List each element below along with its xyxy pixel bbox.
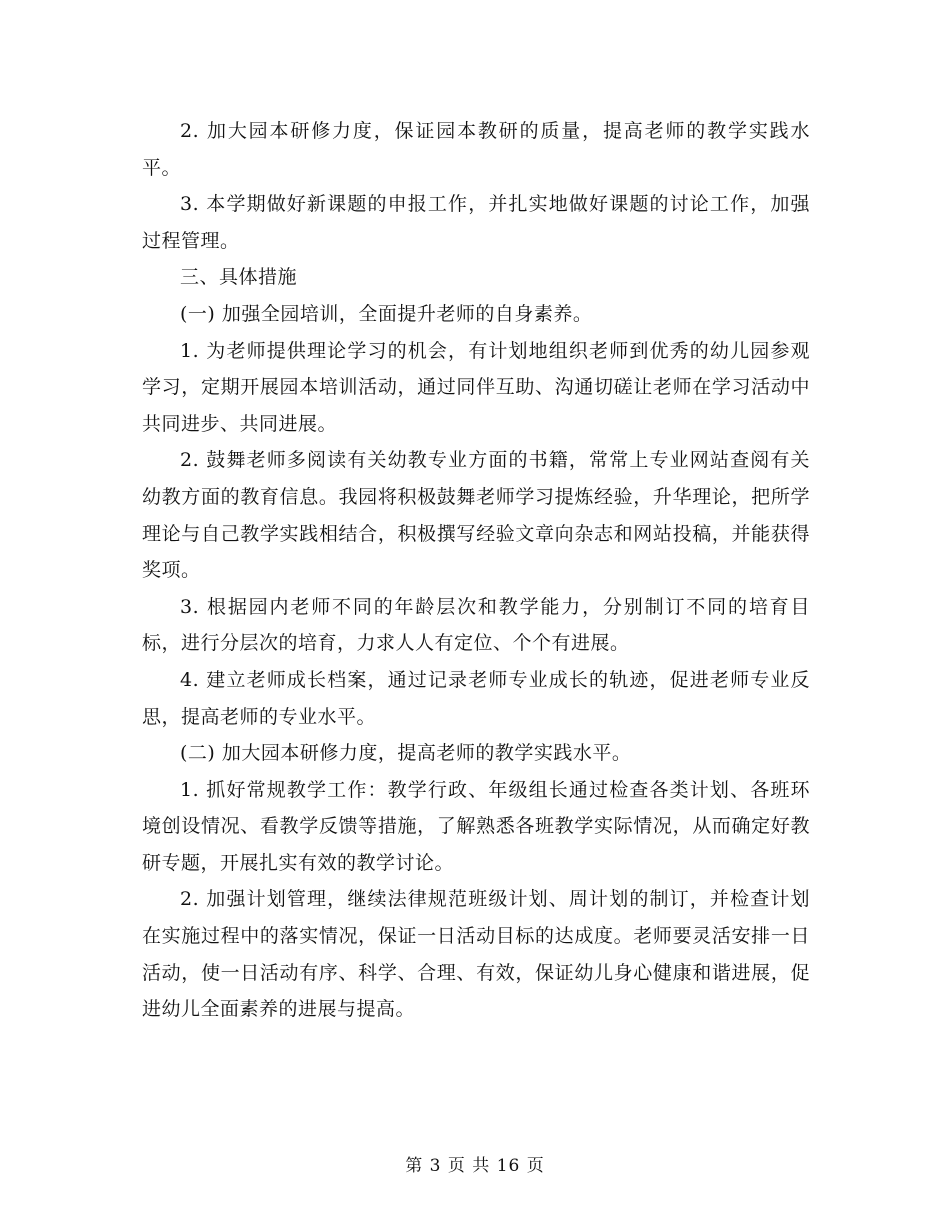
section-heading: 三、具体措施 (180, 266, 298, 289)
subsection-heading: (一) 加强全园培训，全面提升老师的自身素养。 (180, 302, 593, 325)
paragraph: 3. 本学期做好新课题的申报工作，并扎实地做好课题的讨论工作，加强过程管理。 (142, 193, 810, 252)
paragraph: 1. 抓好常规教学工作：教学行政、年级组长通过检查各类计划、各班环境创设情况、看教学反馈等措施，了解熟悉各班教学实际情况，从而确定好教研专题，开展扎实有效的教学讨论。 (142, 778, 810, 874)
paragraph: 4. 建立老师成长档案，通过记录老师专业成长的轨迹，促进老师专业反思，提高老师的专业水平。 (142, 668, 810, 728)
paragraph: 2. 加大园本研修力度，保证园本教研的质量，提高老师的教学实践水平。 (142, 120, 810, 179)
paragraph: 2. 加强计划管理，继续法律规范班级计划、周计划的制订，并检查计划在实施过程中的落实情况，保证一日活动目标的达成度。老师要灵活安排一日活动，使一日活动有序、科学、合理、有效，保证幼儿身心健康和谐进展，促进幼儿全面素养的进展与提高。 (142, 888, 810, 1021)
paragraph: 1. 为老师提供理论学习的机会，有计划地组织老师到优秀的幼儿园参观学习，定期开展园本培训活动，通过同伴互助、沟通切磋让老师在学习活动中共同进步、共同进展。 (142, 339, 810, 435)
subsection-heading: (二) 加大园本研修力度，提高老师的教学实践水平。 (180, 742, 632, 765)
paragraph: 3. 根据园内老师不同的年龄层次和教学能力，分别制订不同的培育目标，进行分层次的培育，力求人人有定位、个个有进展。 (142, 595, 810, 655)
page-footer: 第 3 页 共 16 页 (405, 1156, 545, 1176)
document-body (142, 113, 810, 1028)
paragraph: 2. 鼓舞老师多阅读有关幼教专业方面的书籍，常常上专业网站查阅有关幼教方面的教育信息。我园将积极鼓舞老师学习提炼经验，升华理论，把所学理论与自己教学实践相结合，积极撰写经验文章向杂志和网站投稿，并能获得奖项。 (142, 449, 810, 582)
